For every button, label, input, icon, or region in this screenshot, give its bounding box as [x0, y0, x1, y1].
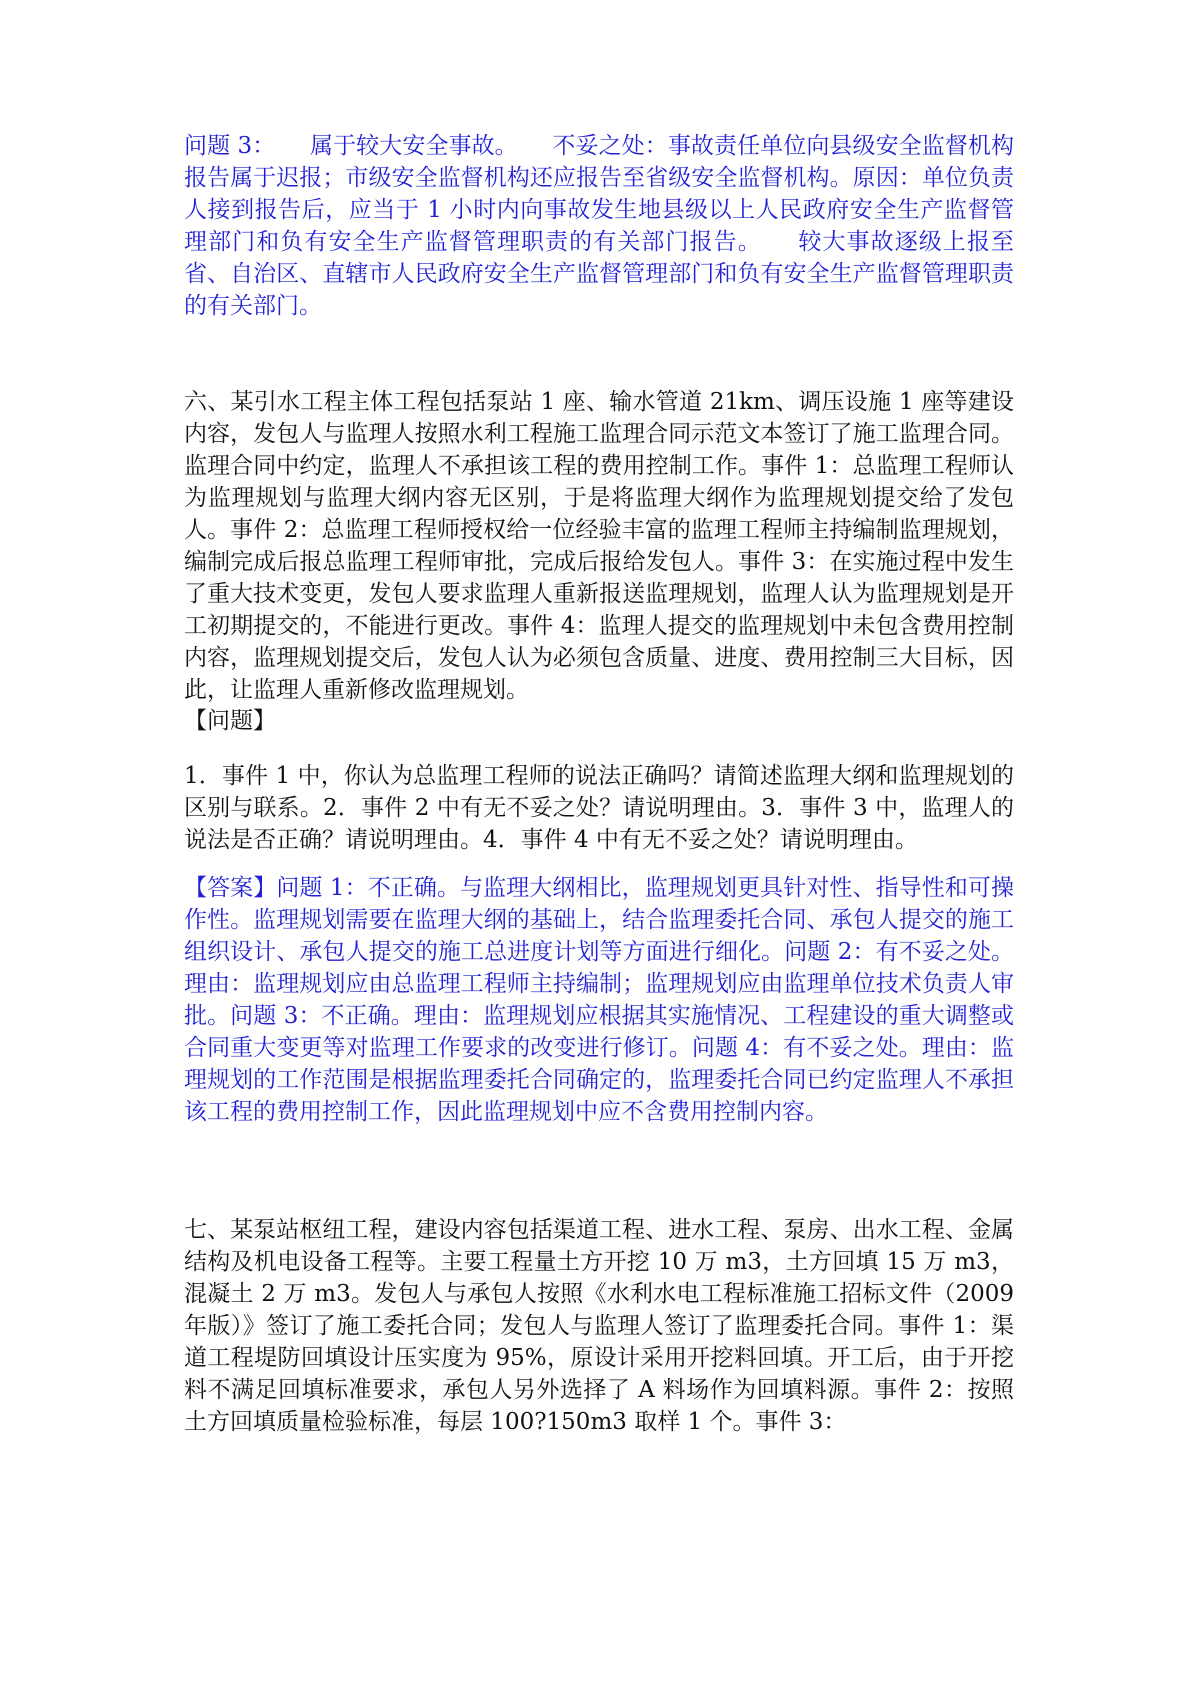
question-6-stem: 六、某引水工程主体工程包括泵站 1 座、输水管道 21km、调压设施 1 座等建设内容，发包人与监理人按照水利工程施工监理合同示范文本签订了施工监理合同。监理合同中约定，监理人不承担该工程的费用控制工作。事件 1：总监理工程师认为监理规划与监理大纲内容无区别，于是将监理大纲作为监理规划提交给了发包人。事件 2：总监理工程师授权给一位经验丰富的监理工程师主持编制监理规划，编制完成后报总监理工程师审批，完成后报给发包人。事件 3：在实施过程中发生了重大技术变更，发包人要求监理人重新报送监理规划，监理人认为监理规划是开工初期提交的，不能进行更改。事件 4：监理人提交的监理规划中未包含费用控制内容，监理规划提交后，发包人认为必须包含质量、进度、费用控制三大目标，因此，让监理人重新修改监理规划。	[184, 389, 1014, 703]
question-6-answer: 【答案】问题 1：不正确。与监理大纲相比，监理规划更具针对性、指导性和可操作性。监理规划需要在监理大纲的基础上，结合监理委托合同、承包人提交的施工组织设计、承包人提交的施工总进度计划等方面进行细化。问题 2：有不妥之处。理由：监理规划应由总监理工程师主持编制；监理规划应由监理单位技术负责人审批。问题 3：不正确。理由：监理规划应根据其实施情况、工程建设的重大调整或合同重大变更等对监理工作要求的改变进行修订。问题 4：有不妥之处。理由：监理规划的工作范围是根据监理委托合同确定的，监理委托合同已约定监理人不承担该工程的费用控制工作，因此监理规划中应不含费用控制内容。	[184, 875, 1014, 1125]
question-6-subquestions: 1．事件 1 中，你认为总监理工程师的说法正确吗？请简述监理大纲和监理规划的区别与联系。2．事件 2 中有无不妥之处？请说明理由。3．事件 3 中，监理人的说法是否正确？请说明理由。4．事件 4 中有无不妥之处？请说明理由。	[184, 763, 1014, 853]
question-6-header: 【问题】	[184, 708, 276, 734]
question-7-stem: 七、某泵站枢纽工程，建设内容包括渠道工程、进水工程、泵房、出水工程、金属结构及机电设备工程等。主要工程量土方开挖 10 万 m3，土方回填 15 万 m3，混凝土 2 万 m3。发包人与承包人按照《水利水电工程标准施工招标文件（2009 年版）》签订了施工委托合同；发包人与监理人签订了监理委托合同。事件 1：渠道工程堤防回填设计压实度为 95%，原设计采用开挖料回填。开工后，由于开挖料不满足回填标准要求，承包人另外选择了 A 料场作为回填料源。事件 2：按照土方回填质量检验标准，每层 100?150m3 取样 1 个。事件 3：	[184, 1217, 1014, 1435]
previous-answer-question-3: 问题 3： 属于较大安全事故。 不妥之处：事故责任单位向县级安全监督机构报告属于迟报；市级安全监督机构还应报告至省级安全监督机构。原因：单位负责人接到报告后，应当于 1 小时内向事故发生地县级以上人民政府安全生产监督管理部门和负有安全生产监督管理职责的有关部门报告。 较大事故逐级上报至省、自治区、直辖市人民政府安全生产监督管理部门和负有安全生产监督管理职责的有关部门。	[184, 133, 1014, 319]
